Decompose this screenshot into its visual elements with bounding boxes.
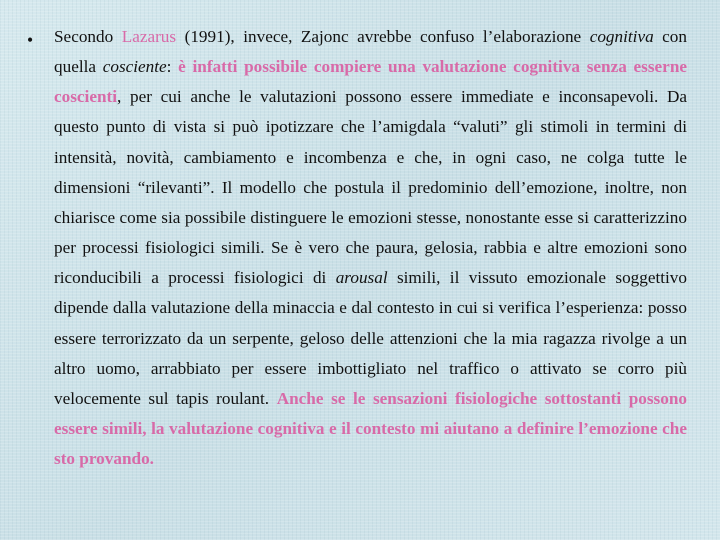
text-segment: Secondo (54, 27, 122, 46)
text-segment: con quella (54, 27, 687, 77)
italic-term: cognitiva (589, 27, 654, 46)
text-segment: (1991), invece, Zajonc avrebbe confuso l’elaborazione (176, 27, 590, 46)
text-segment: simili, il vissuto emozionale soggettivo dipende dalla valutazione della minaccia e dal contesto in cui si verifica l’esperienza: posso essere terrorizzato da un serpente, geloso delle attenzioni che la mia ragazza rivolge a un altro uomo, arrabbiato per essere imbottigliato nel traffico o attivato se corro più velocemente sul tapis roulant. (54, 268, 687, 408)
bullet-marker: • (27, 30, 34, 50)
text-segment: : (166, 57, 179, 77)
conclusion-highlight: Anche se le sensazioni fisiologiche sottostanti possono essere simili, la valutazione cognitiva e il contesto mi aiutano a definire l’emozione che sto provando. (54, 388, 687, 469)
text-segment: , per cui anche le valutazioni possono essere immediate e inconsapevoli. Da questo punto di vista si può ipotizzare che l’amigdala “valuti” gli stimoli in termini di intensità, novità, cambiamento e incombenza e che, in ogni caso, ne colga tutte le dimensioni “rilevanti”. Il modello che postula il predominio dell’emozione, inoltre, non chiarisce come sia possibile distinguere le emozioni stesse, nonostante esse si caratterizzino per processi fisiologici simili. Se è vero che paura, gelosia, rabbia e altre emozioni sono riconducibili a processi fisiologici di (54, 87, 687, 288)
italic-term: arousal (335, 268, 388, 288)
italic-term: cosciente (102, 57, 167, 77)
key-statement-highlight: è infatti possibile compiere una valutazione cognitiva senza esserne coscienti (54, 57, 688, 107)
paragraph-text (54, 22, 687, 474)
author-highlight: Lazarus (121, 27, 177, 46)
